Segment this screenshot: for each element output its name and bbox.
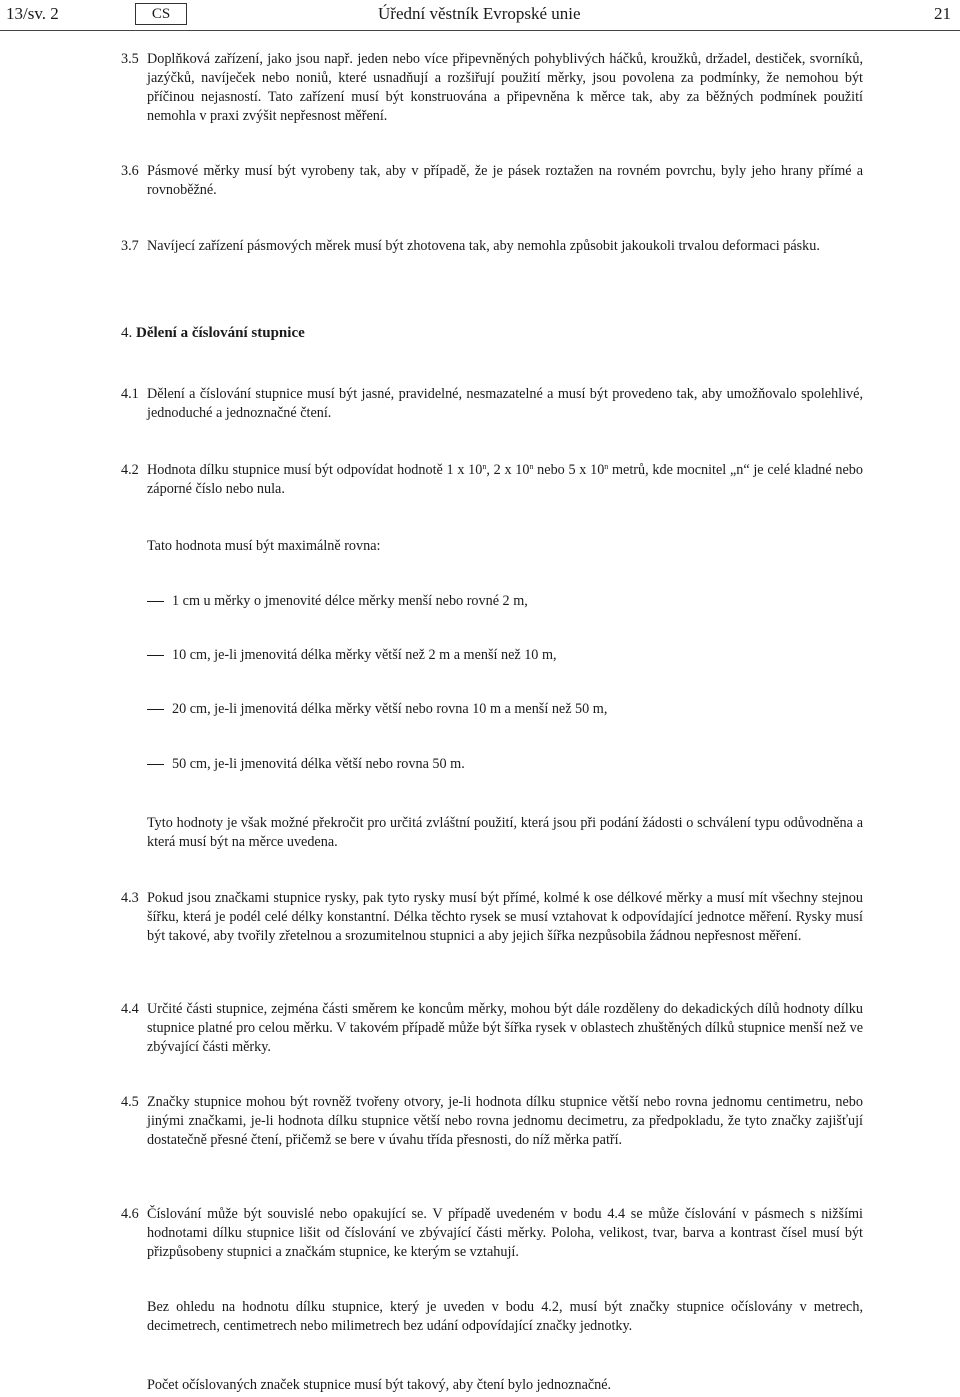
paragraph-number: 4.3 — [121, 890, 139, 906]
paragraph-4-6 — [121, 1205, 863, 1262]
paragraph-number: 4.5 — [121, 1094, 139, 1110]
paragraph-text: Číslování může být souvislé nebo opakující se. V případě uvedeném v bodu 4.4 se může číslování v pásmech s nižšími hodnotami dílku stupnice lišit od číslování ve zbývající části měrky. Poloha, velikost, tvar, barva a kontrast čísel musí být přizpůsobeny stupnici a značkám stupnice, ke kterým se vztahují. — [147, 1206, 863, 1260]
paragraph-3-6 — [121, 162, 863, 200]
paragraph-text: Značky stupnice mohou být rovněž tvořeny otvory, je-li hodnota dílku stupnice větší nebo rovna jednomu centimetru, nebo jinými značkami, je-li hodnota dílku stupnice větší nebo rovna jednomu decimetru, za předpokladu, že tyto značky zajišťují dostatečně přesné čtení, přičemž se bere v úvahu třída přesnosti, do níž měrka patří. — [147, 1094, 863, 1148]
paragraph-text: Pásmové měrky musí být vyrobeny tak, aby v případě, že je pásek roztažen na rovném povrchu, byly jeho hrany přímé a rovnoběžné. — [147, 163, 863, 198]
paragraph-number: 4.6 — [121, 1206, 139, 1222]
dash-item: 50 cm, je-li jmenovitá délka větší nebo rovna 50 m. — [147, 755, 863, 774]
header-rule — [0, 30, 960, 31]
paragraph-text: Navíjecí zařízení pásmových měrek musí být zhotovena tak, aby nemohla způsobit jakoukoli trvalou deformaci pásku. — [147, 238, 820, 254]
paragraph-text: Pokud jsou značkami stupnice rysky, pak tyto rysky musí být přímé, kolmé k ose délkové měrky a musí mít všechny stejnou šířku, která je podél celé délky konstantní. Délka těchto rysek se musí vztahovat k odpovídající jednotce měření. Rysky musí být takové, aby tvořily zřetelnou a srozumitelnou stupnici a aby jejich šířka nezpůsobila žádnou nepřesnost měření. — [147, 890, 863, 944]
paragraph-4-2-intro: Tato hodnota musí být maximálně rovna: — [147, 538, 381, 554]
journal-title: Úřední věstník Evropské unie — [378, 4, 581, 23]
section-number: 4. — [121, 325, 133, 341]
paragraph-number: 3.5 — [121, 51, 139, 67]
page-number: 21 — [934, 4, 951, 23]
paragraph-number: 3.6 — [121, 163, 139, 179]
dash-marker — [147, 601, 164, 602]
section-title: Dělení a číslování stupnice — [136, 325, 305, 341]
paragraph-number: 4.2 — [121, 462, 139, 478]
language-code-box: CS — [135, 3, 187, 25]
paragraph-4-6-b: Bez ohledu na hodnotu dílku stupnice, který je uveden v bodu 4.2, musí být značky stupnice očíslovány v metrech, decimetrech, centimetrech nebo milimetrech bez udání odpovídající značky jednotky. — [147, 1299, 863, 1334]
paragraph-4-1 — [121, 385, 863, 423]
paragraph-number: 4.4 — [121, 1001, 139, 1017]
paragraph-4-4 — [121, 1000, 863, 1057]
dash-item: 1 cm u měrky o jmenovité délce měrky menší nebo rovné 2 m, — [147, 592, 863, 611]
paragraph-4-6-c: Počet očíslovaných značek stupnice musí být takový, aby čtení bylo jednoznačné. — [147, 1377, 612, 1393]
paragraph-3-7 — [121, 237, 863, 256]
section-heading-4 — [121, 324, 305, 343]
paragraph-text: Dělení a číslování stupnice musí být jasné, pravidelné, nesmazatelné a musí být provedeno tak, aby umožňovalo spolehlivé, jednoduché a jednoznačné čtení. — [147, 386, 863, 421]
paragraph-number: 4.1 — [121, 386, 139, 402]
page-header — [0, 0, 960, 30]
paragraph-4-2 — [121, 461, 863, 499]
paragraph-text: Určité části stupnice, zejména části směrem ke koncům měrky, mohou být dále rozděleny do dekadických dílů hodnoty dílku stupnice platné pro celou měrku. V takovém případě může být šířka rysek v oblastech zhuštěných dílků stupnice menší než ve zbývající části měrky. — [147, 1001, 863, 1055]
dash-marker — [147, 709, 164, 710]
paragraph-4-2-exceed: Tyto hodnoty je však možné překročit pro určitá zvláštní použití, která jsou při podání žádosti o schválení typu odůvodněna a která musí být na měrce uvedena. — [147, 815, 863, 850]
dash-marker — [147, 655, 164, 656]
paragraph-4-3 — [121, 889, 863, 946]
paragraph-text: Hodnota dílku stupnice musí být odpovídat hodnotě 1 x 10$^n$, 2 x 10$^n$ nebo 5 x 10$^n$ metrů, kde mocnitel „n“ je celé kladné nebo záporné číslo nebo nula. — [147, 462, 863, 497]
dash-marker — [147, 764, 164, 765]
paragraph-4-5 — [121, 1093, 863, 1150]
dash-item: 10 cm, je-li jmenovitá délka měrky větší než 2 m a menší než 10 m, — [147, 646, 863, 665]
page-reference: 13/sv. 2 — [6, 4, 59, 23]
paragraph-text: Doplňková zařízení, jako jsou např. jeden nebo více připevněných pohyblivých háčků, kroužků, držadel, destiček, svorníků, jazýčků, navíječek nebo noniů, které usnadňují a rozšiřují použití měrky, jsou povolena za podmínky, že nemohou být příčinou nejasností. Tato zařízení musí být konstruována a připevněna k měrce tak, aby za běžných podmínek použití nemohla v praxi zvýšit nepřesnost měření. — [147, 51, 863, 124]
dash-item: 20 cm, je-li jmenovitá délka měrky větší nebo rovna 10 m a menší než 50 m, — [147, 700, 863, 719]
paragraph-number: 3.7 — [121, 238, 139, 254]
paragraph-3-5 — [121, 50, 863, 126]
